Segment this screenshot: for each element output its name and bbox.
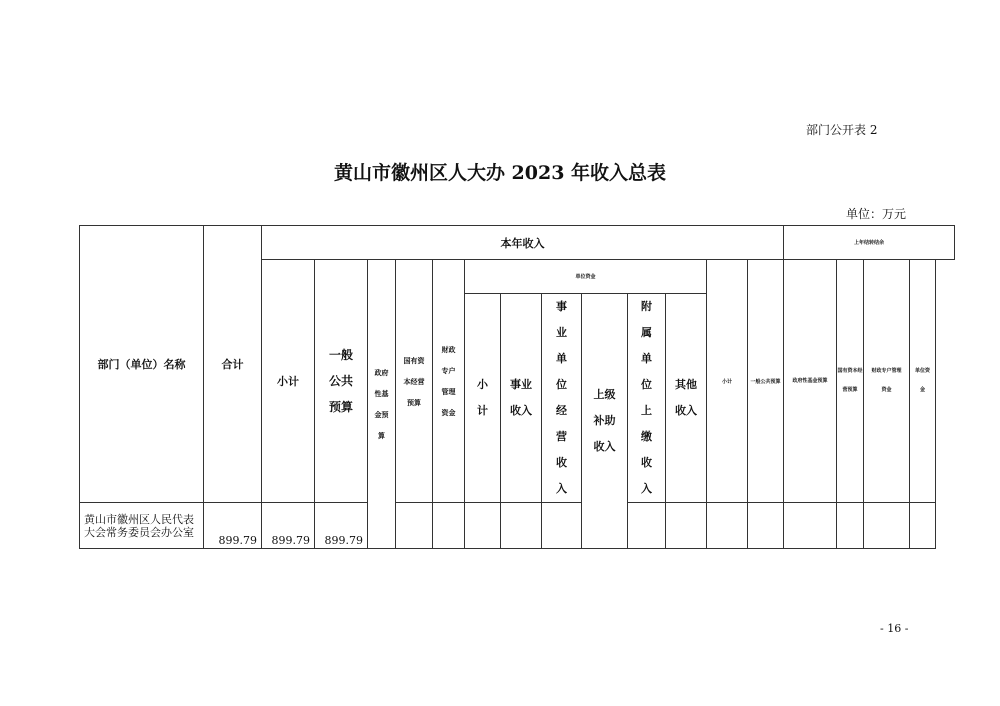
row-carryover-subtotal xyxy=(707,503,748,549)
row-general-budget: 899.79 xyxy=(315,503,368,549)
header-carryover-gov-fund: 政府性基金预算 xyxy=(784,260,837,503)
header-unit-operating: 事业单位经营收入 xyxy=(542,294,582,503)
header-carryover-subtotal: 小计 xyxy=(707,260,748,503)
row-business-income xyxy=(501,503,542,549)
header-affiliated-turnover: 附属单位上缴收入 xyxy=(628,294,666,503)
header-dept-name: 部门（单位）名称 xyxy=(80,226,204,503)
row-state-capital xyxy=(396,503,433,549)
row-carryover-gov-fund xyxy=(784,503,837,549)
header-superior-subsidy: 上级补助收入 xyxy=(582,294,628,549)
row-carryover-unit-funds xyxy=(910,503,936,549)
row-affiliated-turnover xyxy=(628,503,666,549)
row-carryover-general xyxy=(748,503,784,549)
row-unit-operating xyxy=(542,503,582,549)
header-unit-funds: 单位资金 xyxy=(465,260,707,294)
income-summary-table xyxy=(79,225,955,549)
header-current-year-income: 本年收入 xyxy=(262,226,784,260)
header-carryover-fiscal-special: 财政专户管理资金 xyxy=(864,260,910,503)
table-number: 部门公开表 2 xyxy=(806,123,878,137)
row-total: 899.79 xyxy=(204,503,262,549)
header-gov-fund: 政府性基金预算 xyxy=(368,260,396,549)
header-carryover-state-capital: 国有资本经营预算 xyxy=(837,260,864,503)
header-state-capital: 国有资本经营预算 xyxy=(396,260,433,503)
header-subtotal: 小计 xyxy=(262,260,315,503)
header-carryover: 上年结转结余 xyxy=(784,226,955,260)
header-other-income: 其他收入 xyxy=(666,294,707,503)
row-carryover-fiscal-special xyxy=(864,503,910,549)
page-number: - 16 - xyxy=(880,622,909,635)
page-title: 黄山市徽州区人大办 2023 年收入总表 xyxy=(333,162,667,184)
unit-label: 单位：万元 xyxy=(846,207,907,221)
row-fiscal-special xyxy=(433,503,465,549)
row-carryover-state-capital xyxy=(837,503,864,549)
header-fiscal-special: 财政专户管理资金 xyxy=(433,260,465,503)
header-general-budget: 一般公共预算 xyxy=(315,260,368,503)
header-business-income: 事业收入 xyxy=(501,294,542,503)
header-carryover-general: 一般公共预算 xyxy=(748,260,784,503)
row-dept-name: 黄山市徽州区人民代表大会常务委员会办公室 xyxy=(80,503,204,549)
header-unit-subtotal: 小计 xyxy=(465,294,501,503)
row-subtotal: 899.79 xyxy=(262,503,315,549)
table-row xyxy=(80,503,955,549)
row-unit-subtotal xyxy=(465,503,501,549)
row-other-income xyxy=(666,503,707,549)
header-total: 合计 xyxy=(204,226,262,503)
header-carryover-unit-funds: 单位资金 xyxy=(910,260,936,503)
